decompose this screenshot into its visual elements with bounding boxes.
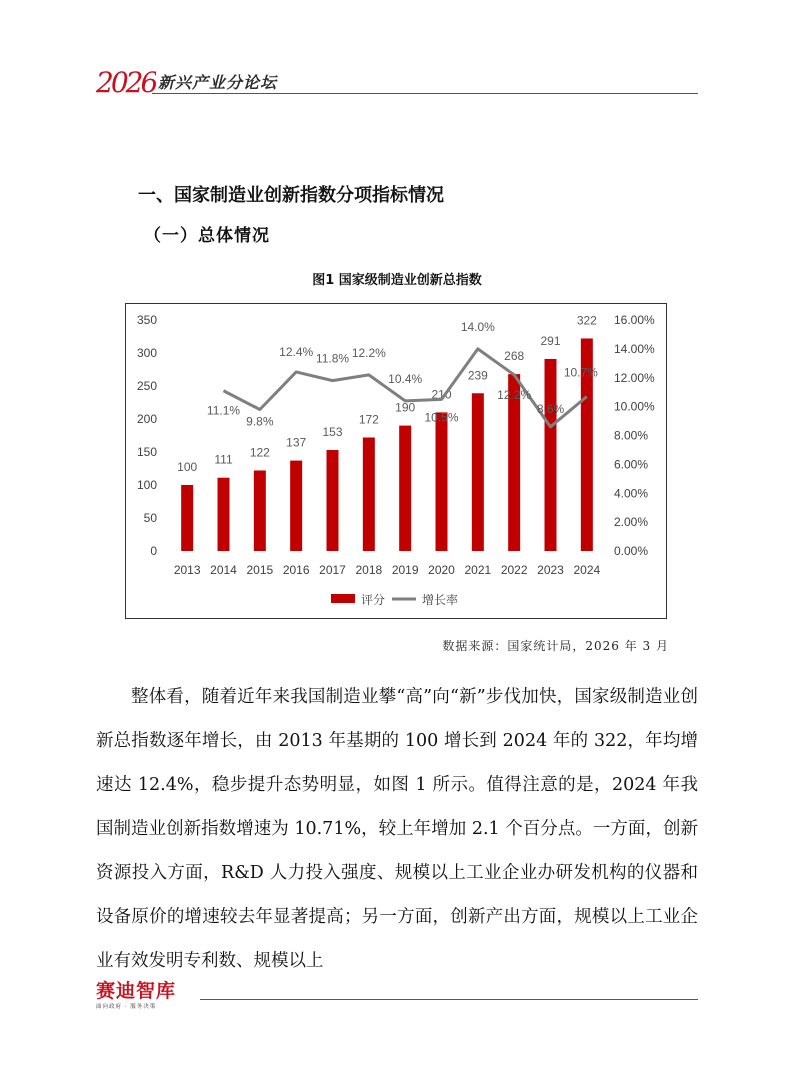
bar-data-label: 100 [177, 460, 198, 474]
line-data-label: 10.4% [388, 371, 423, 386]
footer-brand: 赛迪智库 [96, 980, 177, 1002]
left-axis-tick-label: 100 [136, 478, 157, 492]
bar-score [545, 359, 557, 551]
right-axis-tick-label: 0.00% [614, 544, 649, 558]
header-title: 新兴产业分论坛 [158, 73, 278, 92]
section-subtitle: （一）总体情况 [144, 226, 270, 246]
bar-data-label: 122 [249, 445, 270, 460]
bar-data-label: 137 [286, 435, 307, 450]
x-axis-tick-label: 2020 [428, 563, 455, 577]
x-axis-tick-label: 2014 [210, 563, 237, 577]
line-data-label: 14.0% [460, 319, 495, 334]
bar-data-label: 239 [467, 368, 488, 383]
x-axis-tick-label: 2015 [246, 563, 274, 577]
x-axis-tick-label: 2017 [319, 563, 346, 577]
left-axis-tick-label: 250 [136, 379, 157, 393]
x-axis-tick-label: 2024 [573, 563, 601, 577]
right-axis-tick-label: 8.00% [614, 428, 649, 443]
right-axis-tick-label: 14.00% [614, 341, 655, 356]
bar-data-label: 153 [322, 425, 343, 440]
x-axis-tick-label: 2016 [282, 563, 310, 577]
bar-score [254, 470, 266, 551]
right-axis-tick-label: 2.00% [614, 515, 649, 530]
x-axis-tick-label: 2023 [537, 563, 564, 577]
right-axis-tick-label: 10.00% [614, 399, 655, 414]
line-data-label: 11.1% [206, 403, 241, 418]
left-axis-tick-label: 50 [143, 511, 157, 525]
bar-score [181, 485, 193, 551]
line-data-label: 11.8% [315, 351, 350, 366]
body-paragraph: 整体看，随着近年来我国制造业攀“高”向“新”步伐加快，国家级制造业创新总指数逐年增长，由 2013 年基期的 100 增长到 2024 年的 322，年均增速达 12.4%，稳步提升态势明显，如图 1 所示。值得注意的是，2024 年我国制造业创新指数增速为 10.71%，较上年增加 2.1 个百分点。一方面，创新资源投入方面，R&D 人力投入强度、规模以上工业企业办研发机构的仪器和设备原价的增速较去年显著提高；另一方面，创新产出方面，规模以上工业企业有效发明专利数、规模以上 [96, 687, 698, 971]
right-axis-tick-label: 16.00% [614, 313, 655, 327]
bar-score [472, 393, 484, 551]
growth-rate-line [224, 349, 587, 427]
bar-data-label: 172 [358, 412, 379, 427]
innovation-index-chart [125, 303, 667, 619]
chart-canvas [126, 304, 666, 618]
x-axis-tick-label: 2019 [391, 563, 419, 577]
header-divider [152, 93, 698, 94]
line-data-label: 12.2% [497, 387, 532, 402]
footer-divider [200, 999, 698, 1000]
ccid-logo [96, 981, 176, 1010]
bar-data-label: 111 [214, 452, 233, 467]
right-axis-tick-label: 12.00% [614, 370, 655, 385]
left-axis-tick-label: 350 [136, 313, 157, 327]
legend-label-bar: 评分 [361, 593, 386, 607]
figure-caption: 图1 国家级制造业创新总指数 [312, 273, 482, 288]
left-axis-tick-label: 300 [136, 346, 157, 360]
bar-score [363, 437, 375, 551]
bar-data-label: 268 [504, 349, 525, 364]
data-source-note: 数据来源：国家统计局，2026 年 3 月 [442, 639, 669, 653]
line-data-label: 8.6% [536, 401, 565, 416]
bar-score [399, 426, 411, 551]
legend-swatch-bar [331, 594, 355, 603]
left-axis-tick-label: 200 [136, 412, 157, 426]
legend-label-line: 增长率 [422, 593, 459, 607]
right-axis-tick-label: 6.00% [614, 457, 649, 472]
footer-slogan: 面向政府 · 服务决策 [96, 1004, 157, 1010]
bar-score [327, 450, 339, 551]
x-axis-tick-label: 2013 [173, 563, 201, 577]
x-axis-tick-label: 2021 [464, 563, 492, 577]
line-data-label: 10.5% [424, 410, 459, 425]
left-axis-tick-label: 0 [150, 544, 157, 558]
bar-score [218, 478, 230, 551]
section-title: 一、国家制造业创新指数分项指标情况 [138, 185, 444, 206]
svg-text:2026: 2026 [96, 66, 156, 99]
bar-score [290, 461, 302, 551]
line-data-label: 9.8% [246, 414, 274, 429]
line-data-label: 10.7% [563, 365, 598, 380]
left-axis-tick-label: 150 [136, 445, 157, 459]
x-axis-tick-label: 2022 [500, 563, 528, 577]
bar-data-label: 190 [395, 400, 416, 415]
x-axis-tick-label: 2018 [355, 563, 383, 577]
right-axis-tick-label: 4.00% [614, 486, 649, 501]
bar-score [436, 412, 448, 551]
line-data-label: 12.2% [351, 345, 386, 360]
bar-data-label: 210 [431, 387, 452, 402]
line-data-label: 12.4% [279, 344, 314, 359]
forum-2026-logo [96, 62, 156, 110]
bar-data-label: 291 [540, 333, 561, 348]
bar-data-label: 322 [576, 313, 597, 328]
